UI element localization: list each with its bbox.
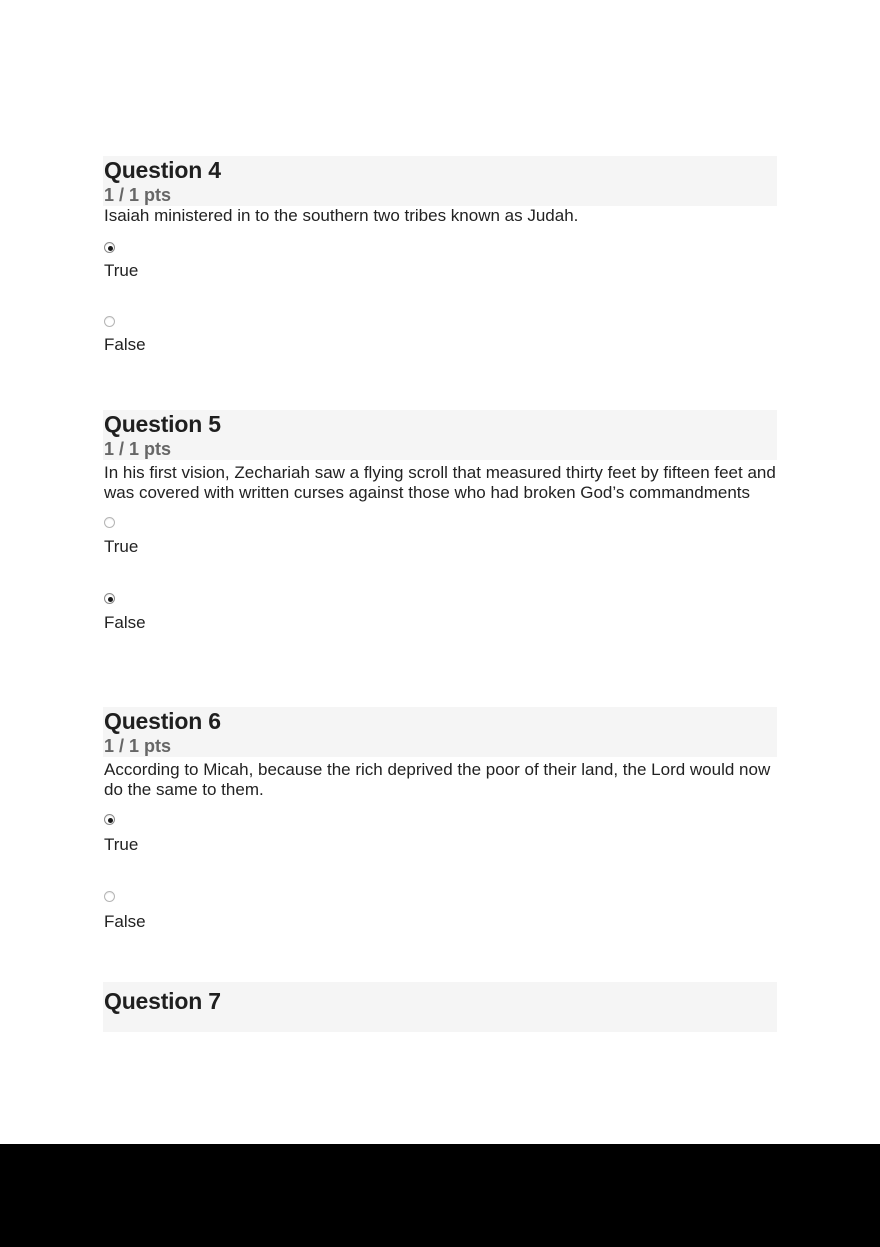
question-4 (103, 156, 777, 355)
answer-false[interactable] (104, 316, 777, 355)
question-header (103, 156, 777, 206)
answer-label: True (104, 835, 139, 854)
black-bar (0, 1144, 880, 1247)
question-points: 1 / 1 pts (104, 185, 172, 205)
answer-true[interactable] (104, 242, 777, 281)
question-points: 1 / 1 pts (104, 736, 172, 756)
radio-selected-icon[interactable] (104, 593, 115, 604)
question-6 (103, 707, 777, 932)
question-text: In his first vision, Zechariah saw a flying scroll that measured thirty feet by fifteen feet and was covered with written curses against those who had broken God’s commandments (104, 463, 776, 502)
answer-false[interactable] (104, 891, 777, 932)
question-points: 1 / 1 pts (104, 439, 172, 459)
radio-selected-icon[interactable] (104, 242, 115, 253)
answer-list (103, 814, 777, 932)
radio-selected-icon[interactable] (104, 814, 115, 825)
question-5 (103, 410, 777, 633)
answer-list (103, 517, 777, 633)
answer-true[interactable] (104, 517, 777, 557)
answer-label: False (104, 912, 146, 931)
question-text: Isaiah ministered in to the southern two tribes known as Judah. (104, 206, 579, 225)
answer-label: True (104, 537, 139, 556)
question-header (103, 707, 777, 757)
radio-unselected-icon[interactable] (104, 891, 115, 902)
radio-unselected-icon[interactable] (104, 517, 115, 528)
question-7 (103, 982, 777, 1032)
answer-list (103, 242, 777, 355)
radio-unselected-icon[interactable] (104, 316, 115, 327)
answer-label: False (104, 613, 146, 632)
question-header (103, 410, 777, 460)
question-text: According to Micah, because the rich deprived the poor of their land, the Lord would now do the same to them. (104, 760, 771, 799)
question-header (103, 982, 777, 1032)
question-title: Question 5 (104, 411, 221, 437)
answer-true[interactable] (104, 814, 777, 855)
question-title: Question 6 (104, 708, 221, 734)
answer-false[interactable] (104, 593, 777, 633)
answer-label: True (104, 261, 139, 280)
question-title: Question 4 (104, 157, 221, 183)
question-title: Question 7 (104, 988, 221, 1014)
answer-label: False (104, 335, 146, 354)
